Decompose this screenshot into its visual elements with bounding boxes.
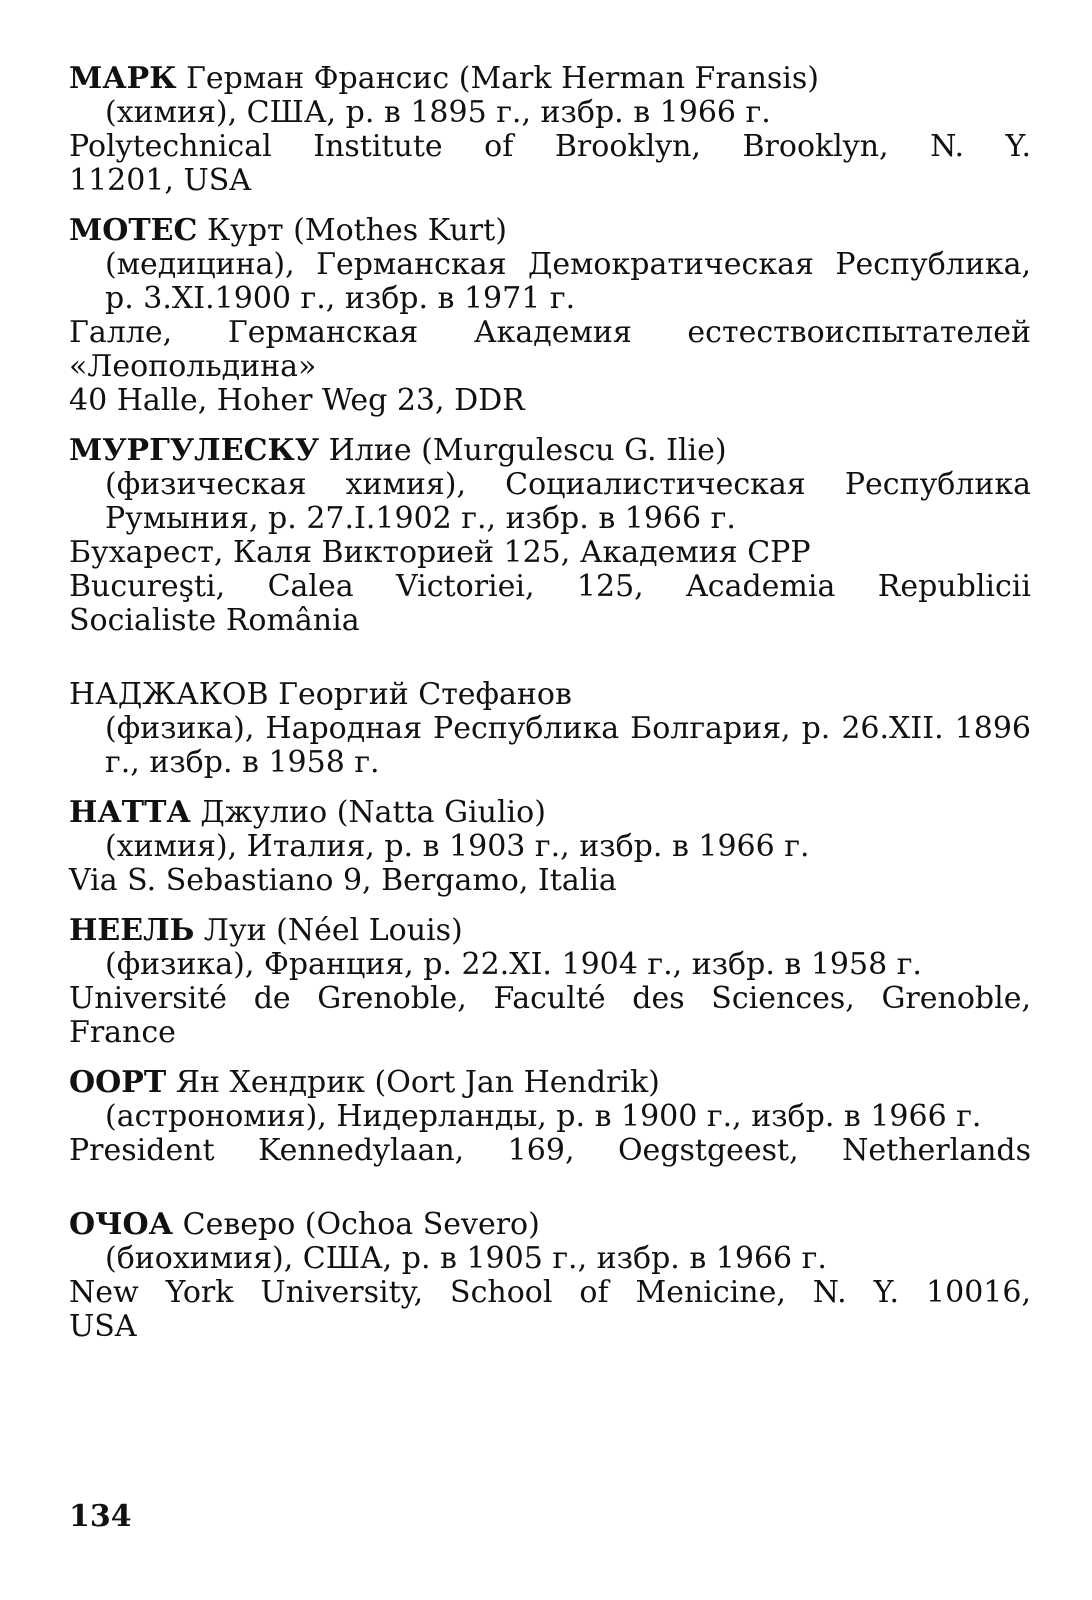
entry-address-line: New York University, School of Menicine, N. Y. 10016, [69,1275,1031,1310]
entry-heading [69,62,1031,96]
entry-address-line: Галле, Германская Академия естествоиспытателей «Леопольдина» [69,315,1031,384]
entry-name: Джулио (Natta Giulio) [200,795,546,830]
entry-surname: МУРГУЛЕСКУ [69,433,320,468]
entry-heading [69,678,1031,712]
entry-address-line: Polytechnical Institute of Brooklyn, Brooklyn, N. Y. [69,129,1031,164]
entry-nadzhakov [69,678,1031,780]
entry-address-line: France [69,1015,176,1050]
entry-address-line: Бухарест, Каля Викторией 125, Академия СРР [69,535,811,570]
entry-address-line: 40 Halle, Hoher Weg 23, DDR [69,383,525,418]
entry-natta [69,796,1031,898]
entry-name: Илие (Murgulescu G. Ilie) [328,433,727,468]
entry-address-line: Via S. Sebastiano 9, Bergamo, Italia [69,863,617,898]
entry-details: (физика), Франция, р. 22.XI. 1904 г., избр. в 1958 г. [105,947,922,982]
entry-address-line: Bucureşti, Calea Victoriei, 125, Academia Republicii [69,569,1031,604]
entry-details: (биохимия), США, р. в 1905 г., избр. в 1966 г. [105,1241,827,1276]
entry-surname: НАТТА [69,795,191,830]
entry-mark [69,62,1031,198]
entry-surname: МОТЕС [69,213,198,248]
entry-name: Курт (Mothes Kurt) [206,213,507,248]
entry-name: Герман Франсис (Mark Herman Fransis) [186,61,820,96]
entry-oort [69,1066,1031,1168]
entry-address-line: Socialiste România [69,603,360,638]
entry-heading [69,434,1031,468]
entry-details: (физика), Народная Республика Болгария, р. 26.XII. 1896 г., избр. в 1958 г. [105,711,1031,780]
entry-surname: НАДЖАКОВ [69,677,269,712]
entry-address-line: USA [69,1309,137,1344]
entry-address-line: President Kennedylaan, 169, Oegstgeest, Netherlands [69,1133,1031,1168]
entry-details: (медицина), Германская Демократическая Республика, р. 3.XI.1900 г., избр. в 1971 г. [105,247,1031,316]
entry-surname: ОЧОА [69,1207,174,1242]
entry-surname: НЕЕЛЬ [69,913,195,948]
directory-page [69,62,1031,1360]
entry-details: (химия), Италия, р. в 1903 г., избр. в 1966 г. [105,829,810,864]
entry-heading [69,1208,1031,1242]
entry-heading [69,1066,1031,1100]
entry-details: (химия), США, р. в 1895 г., избр. в 1966 г. [105,95,771,130]
entry-details: (физическая химия), Социалистическая Республика Румыния, р. 27.I.1902 г., избр. в 1966 г. [105,467,1031,536]
page-number: 134 [69,1499,132,1534]
entry-ochoa [69,1208,1031,1344]
entry-heading [69,796,1031,830]
entry-surname: МАРК [69,61,177,96]
entry-motes [69,214,1031,418]
entry-name: Северо (Ochoa Severo) [182,1207,540,1242]
entry-name: Луи (Néel Louis) [203,913,463,948]
entry-neel [69,914,1031,1050]
entry-murgulescu [69,434,1031,638]
entry-surname: ООРТ [69,1065,167,1100]
entry-address-line: 11201, USA [69,163,252,198]
entry-name: Ян Хендрик (Oort Jan Hendrik) [175,1065,660,1100]
entry-address-line: Université de Grenoble, Faculté des Sciences, Grenoble, [69,981,1031,1016]
entry-heading [69,914,1031,948]
entry-details: (астрономия), Нидерланды, р. в 1900 г., избр. в 1966 г. [105,1099,982,1134]
entry-heading [69,214,1031,248]
entry-name: Георгий Стефанов [278,677,572,712]
